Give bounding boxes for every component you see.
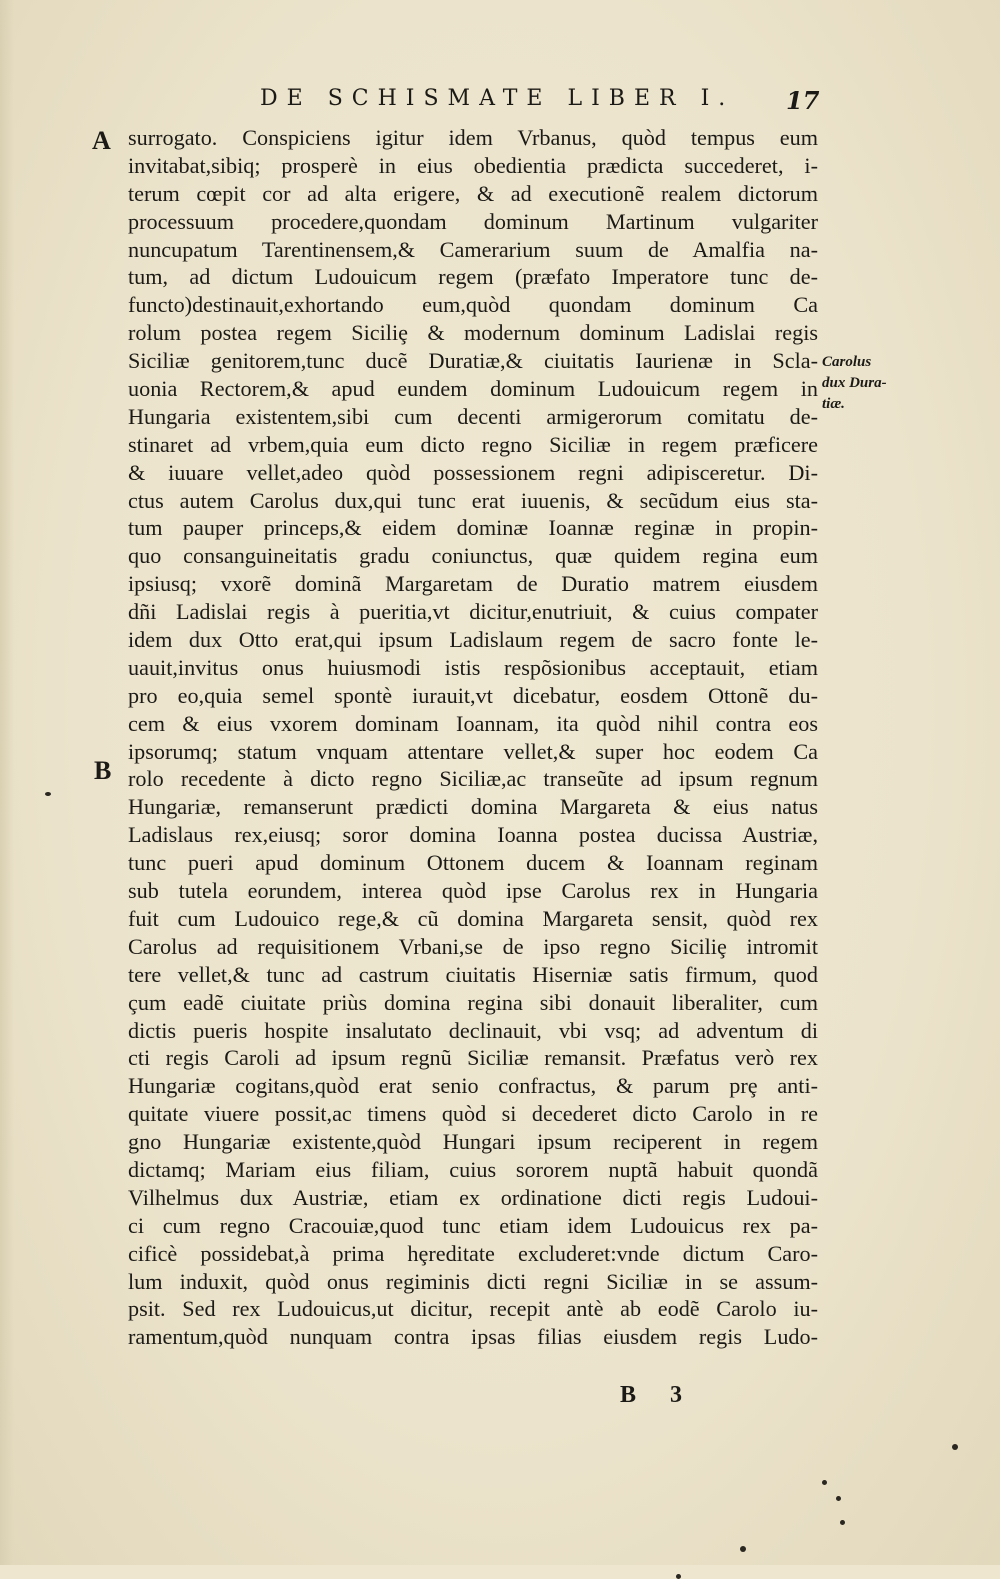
ink-speck [952, 1444, 958, 1450]
text-line: dictamq; Mariam eius filiam, cuius sororem nuptã habuit quondã [128, 1156, 818, 1182]
marginal-note-line: tiæ. [822, 396, 845, 412]
text-line: uonia Rectorem,& apud eundem dominum Ludouicum regem in [128, 376, 818, 402]
text-line: Vilhelmus dux Austriæ, etiam ex ordinatione dicti regis Ludoui- [128, 1184, 818, 1210]
text-line: processuum procedere,quondam dominum Martinum vulgariter [128, 208, 818, 234]
text-line: quo consanguineitatis gradu coniunctus, quæ quidem regina eum [128, 543, 818, 569]
page-gutter-shadow [0, 0, 14, 1565]
text-line: pro eo,quia semel spontè iurauit,vt dicebatur, eosdem Ottonẽ du- [128, 682, 818, 708]
text-line: lum induxit, quòd onus regiminis dicti regni Siciliæ in se assum- [128, 1268, 818, 1294]
ink-speck [822, 1480, 827, 1485]
ink-speck [740, 1546, 746, 1552]
text-line: uauit,invitus onus huiusmodi istis respõsionibus acceptauit, etiam [128, 654, 818, 680]
signature-mark: B 3 [620, 1382, 697, 1408]
text-line: stinaret ad vrbem,quia eum dicto regno Siciliæ in regem præficere [128, 431, 818, 457]
ink-speck [840, 1520, 845, 1525]
text-line: tum pauper princeps,& eidem dominæ Ioannæ reginæ in propin- [128, 515, 818, 541]
marginal-note-line: dux Dura- [822, 375, 887, 391]
running-head: DE SCHISMATE LIBER I. [260, 86, 735, 111]
text-line: Hungariæ, remanserunt prædicti domina Margareta & eius natus [128, 794, 818, 820]
text-line: dñi Ladislai regis à pueritia,vt dicitur,enutriuit, & cuius compater [128, 599, 818, 625]
text-line: fuit cum Ludouico rege,& cũ domina Margareta sensit, quòd rex [128, 905, 818, 931]
text-line: Hungariæ cogitans,quòd erat senio confractus, & parum prȩ anti- [128, 1073, 818, 1099]
ink-speck [676, 1574, 681, 1579]
text-line: gno Hungariæ existente,quòd Hungari ipsum reciperent in regem [128, 1129, 818, 1155]
text-line: rolo recedente à dicto regno Siciliæ,ac transeũte ad ipsum regnum [128, 766, 818, 792]
text-line: ci cum regno Cracouiæ,quod tunc etiam idem Ludouicus rex pa- [128, 1212, 818, 1238]
text-line: quitate viuere possit,ac timens quòd si decederet dicto Carolo in re [128, 1101, 818, 1127]
text-line: dictis pueris hospite insalutato declinauit, vbi vsq; ad adventum di [128, 1017, 818, 1043]
text-line: idem dux Otto erat,qui ipsum Ladislaum regem de sacro fonte le- [128, 627, 818, 653]
text-line: ctus autem Carolus dux,qui tunc erat iuuenis, & secũdum eius sta- [128, 487, 818, 513]
page-number: 17 [786, 86, 820, 115]
text-line: ipsorumq; statum vnquam attentare vellet,& super hoc eodem Ca [128, 738, 818, 764]
text-line: Hungaria existentem,sibi cum decenti armigerorum comitatu de- [128, 403, 818, 429]
text-line: sub tutela eorundem, interea quòd ipse Carolus rex in Hungaria [128, 878, 818, 904]
text-line: psit. Sed rex Ludouicus,ut dicitur, recepit antè ab eodẽ Carolo iu- [128, 1296, 818, 1322]
text-line: çum eadẽ ciuitate priùs domina regina sibi donauit liberaliter, cum [128, 989, 818, 1015]
section-mark-a: A [92, 126, 111, 155]
text-line: surrogato. Conspiciens igitur idem Vrbanus, quòd tempus eum [128, 125, 818, 150]
body-text [128, 124, 818, 1351]
text-line: rolum postea regem Siciliȩ & modernum dominum Ladislai regis [128, 320, 818, 346]
text-line: & iuuare vellet,adeo quòd possessionem regni adipisceretur. Di- [128, 459, 818, 485]
text-line: ipsiusq; vxorẽ dominã Margaretam de Duratio matrem eiusdem [128, 571, 818, 597]
section-mark-b: B [94, 756, 112, 785]
ink-speck [45, 792, 51, 796]
ink-speck [836, 1496, 841, 1501]
text-line: tum, ad dictum Ludouicum regem (præfato Imperatore tunc de- [128, 264, 818, 290]
text-line: nuncupatum Tarentinensem,& Camerarium suum de Amalfia na- [128, 236, 818, 262]
text-line: cem & eius vxorem dominam Ioannam, ita quòd nihil contra eos [128, 710, 818, 736]
text-line: cti regis Caroli ad ipsum regnũ Siciliæ remansit. Præfatus verò rex [128, 1045, 818, 1071]
text-line: Ladislaus rex,eiusq; soror domina Ioanna postea ducissa Austriæ, [128, 822, 818, 848]
text-line: invitabat,sibiq; prosperè in eius obedientia prædicta succederet, i- [128, 152, 818, 178]
text-line: functo)destinauit,exhortando eum,quòd quondam dominum Ca [128, 292, 818, 318]
text-line: Siciliæ genitorem,tunc ducẽ Duratiæ,& ciuitatis Iaurienæ in Scla- [128, 348, 818, 374]
marginal-note [822, 352, 912, 415]
text-line: tere vellet,& tunc ad castrum ciuitatis Hiserniæ satis firmum, quod [128, 961, 818, 987]
text-line: terum cœpit cor ad alta erigere, & ad executionẽ realem dictorum [128, 180, 818, 206]
text-line: tunc pueri apud dominum Ottonem ducem & Ioannam reginam [128, 850, 818, 876]
text-line: cificè possidebat,à prima hȩreditate excluderet:vnde dictum Caro- [128, 1240, 818, 1266]
text-line: ramentum,quòd nunquam contra ipsas filias eiusdem regis Ludo- [128, 1324, 818, 1350]
text-line: Carolus ad requisitionem Vrbani,se de ipso regno Siciliȩ intromit [128, 933, 818, 959]
marginal-note-line: Carolus [822, 354, 872, 370]
